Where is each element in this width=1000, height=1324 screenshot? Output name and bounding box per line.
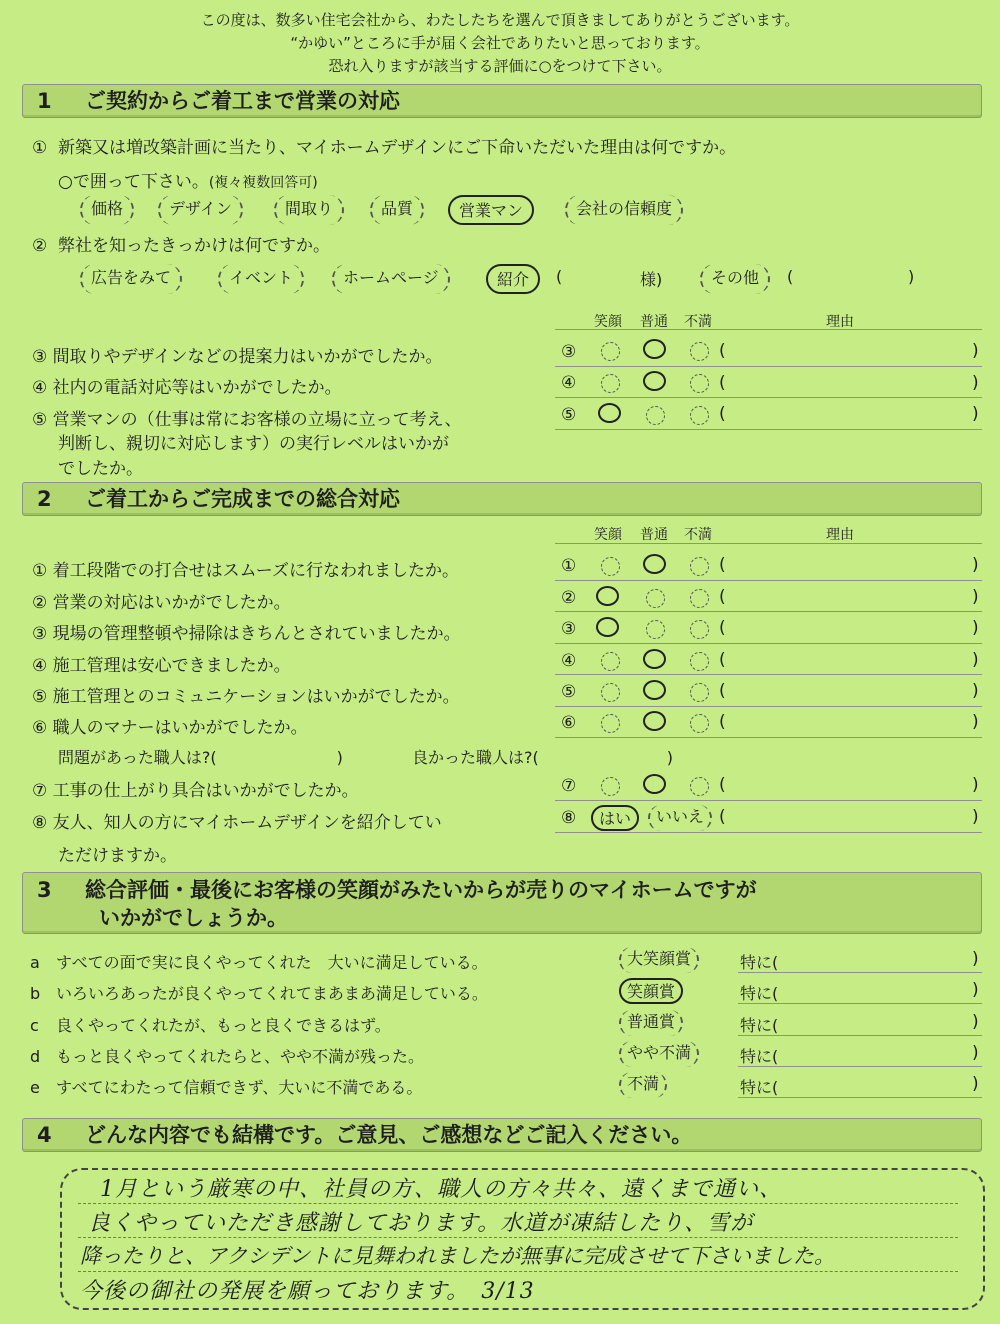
s1-header-bad: 不満 xyxy=(684,314,712,330)
s2-row5-smile[interactable] xyxy=(601,683,620,702)
source-option-referral-selected[interactable]: 紹介 xyxy=(486,264,540,294)
s2-row4-open: ( xyxy=(719,650,726,670)
s2-row2-close: ) xyxy=(972,587,979,607)
s2-row6-close: ) xyxy=(972,712,979,732)
s1-row4-reason-close: ) xyxy=(972,373,979,393)
source-option-ad[interactable]: 広告をみて xyxy=(80,264,182,294)
s1-q5: ⑤ 営業マンの（仕事は常にお客様の立場に立って考え、 xyxy=(32,410,462,430)
s2-row4-bad[interactable] xyxy=(690,652,709,671)
referral-open-paren: ( xyxy=(556,267,563,286)
s2-row5-open: ( xyxy=(719,681,726,701)
s2-row4-num: ④ xyxy=(561,651,577,671)
s3-close-d: ) xyxy=(972,1043,979,1063)
s2-q5: ⑤ 施工管理とのコミュニケーションはいかがでしたか。 xyxy=(32,687,460,707)
s3-close-c: ) xyxy=(972,1012,979,1032)
s2-row5-close: ) xyxy=(972,681,979,701)
s2-row3-close: ) xyxy=(972,618,979,638)
s2-q8-cont: ただけますか。 xyxy=(58,846,177,866)
reason-option-price[interactable]: 価格 xyxy=(80,195,134,225)
s2-row3-smile-selected[interactable] xyxy=(596,617,619,637)
reason-option-trust[interactable]: 会社の信頼度 xyxy=(565,195,683,225)
s2-row7-num: ⑦ xyxy=(561,776,577,796)
other-close-paren: ) xyxy=(908,267,915,286)
s2-row6-bad[interactable] xyxy=(690,714,709,733)
s2-row2-bad[interactable] xyxy=(690,589,709,608)
award-slight-dissatisfied[interactable]: やや不満 xyxy=(619,1041,699,1067)
s2-header-line xyxy=(555,543,982,544)
s1-row5-normal[interactable] xyxy=(646,406,665,425)
s1-row3-line xyxy=(555,366,982,367)
s2-header-normal: 普通 xyxy=(640,527,668,543)
s1-header-smile: 笑顔 xyxy=(594,314,622,330)
s3-line-b xyxy=(738,1003,982,1004)
s2-row2-normal[interactable] xyxy=(646,589,665,608)
comment-handwriting-3: 降ったりと、アクシデントに見舞われましたが無事に完成させて下さいました。 xyxy=(80,1244,835,1268)
s1-header-line xyxy=(555,329,982,330)
s2-header-bad: 不満 xyxy=(684,527,712,543)
s3-line-a xyxy=(738,972,982,973)
s3-special-d: 特に( xyxy=(740,1047,779,1066)
s2-row6-smile[interactable] xyxy=(601,714,620,733)
s2-row3-normal[interactable] xyxy=(646,620,665,639)
s2-row6-open: ( xyxy=(719,712,726,732)
s3-row-a: a すべての面で実に良くやってくれた 大いに満足している。 xyxy=(30,953,488,972)
s2-row3-line xyxy=(555,643,982,644)
s2-row6-line xyxy=(555,737,982,738)
s2-row2-line xyxy=(555,611,982,612)
source-option-other[interactable]: その他 xyxy=(700,264,770,294)
s3-line-c xyxy=(738,1035,982,1036)
section-1-header: 1 ご契約からご着工まで営業の対応 xyxy=(22,84,982,118)
s2-header-smile: 笑顔 xyxy=(594,527,622,543)
s3-row-d: d もっと良くやってくれたらと、やや不満が残った。 xyxy=(30,1047,425,1066)
s2-q4: ④ 施工管理は安心できましたか。 xyxy=(32,656,291,676)
section-3-header: 3 総合評価・最後にお客様の笑顔がみたいからが売りのマイホームですが いかがでしょうか。 xyxy=(22,872,982,934)
section-2-header: 2 ご着工からご完成までの総合対応 xyxy=(22,482,982,516)
s2-q2: ② 営業の対応はいかがでしたか。 xyxy=(32,593,291,613)
s2-q8: ⑧ 友人、知人の方にマイホームデザインを紹介してい xyxy=(32,813,442,833)
award-dissatisfied[interactable]: 不満 xyxy=(619,1072,667,1098)
s1-q1: ① 新築又は増改築計画に当たり、マイホームデザインにご下命いただいた理由は何ですか。 xyxy=(32,138,737,158)
comment-line-2 xyxy=(78,1237,958,1238)
s2-row7-normal-selected[interactable] xyxy=(643,774,666,794)
s1-row5-reason-open: ( xyxy=(719,404,726,424)
s1-row4-num: ④ xyxy=(561,373,577,393)
s1-q5-cont-1: 判断し、親切に対応します）の実行レベルはいかが xyxy=(58,434,449,454)
s2-row7-bad[interactable] xyxy=(690,777,709,796)
s2-row5-line xyxy=(555,706,982,707)
s1-row5-smile-selected[interactable] xyxy=(598,403,621,423)
other-open-paren: ( xyxy=(787,267,794,286)
s2-row5-normal-selected[interactable] xyxy=(643,680,666,700)
s3-row-e: e すべてにわたって信頼できず、大いに不満である。 xyxy=(30,1078,423,1097)
s2-header-reason: 理由 xyxy=(826,527,854,543)
s2-row7-smile[interactable] xyxy=(601,777,620,796)
s1-row4-smile[interactable] xyxy=(601,374,620,393)
s2-row1-num: ① xyxy=(561,556,577,576)
s2-row1-normal-selected[interactable] xyxy=(643,554,666,574)
s1-row4-reason-open: ( xyxy=(719,373,726,393)
s3-close-b: ) xyxy=(972,980,979,1000)
s1-row4-bad[interactable] xyxy=(690,374,709,393)
award-big-smile[interactable]: 大笑顔賞 xyxy=(619,947,699,973)
s3-special-a: 特に( xyxy=(740,953,779,972)
s2-row2-open: ( xyxy=(719,587,726,607)
s2-row7-close: ) xyxy=(972,775,979,795)
s2-row1-smile[interactable] xyxy=(601,557,620,576)
reason-option-layout[interactable]: 間取り xyxy=(274,195,344,225)
s2-row6-normal-selected[interactable] xyxy=(643,711,666,731)
s2-q1: ① 着工段階での打合せはスムーズに行なわれましたか。 xyxy=(32,561,459,581)
intro-line-3: 恐れ入りますが該当する評価に○をつけて下さい。 xyxy=(328,57,672,75)
s1-row3-smile[interactable] xyxy=(601,342,620,361)
s2-craft-bad: 問題があった職人は?( ) xyxy=(58,748,343,767)
s1-header-normal: 普通 xyxy=(640,314,668,330)
s2-row1-line xyxy=(555,580,982,581)
s1-q1-sub: ○で囲って下さい。(複々複数回答可) xyxy=(58,172,318,192)
s2-row8-close: ) xyxy=(972,807,979,827)
s2-row4-smile[interactable] xyxy=(601,652,620,671)
s2-craft-good: 良かった職人は?( ) xyxy=(412,748,673,767)
s2-row8-line xyxy=(555,832,982,833)
s1-row4-line xyxy=(555,397,982,398)
s3-line-d xyxy=(738,1066,982,1067)
comment-handwriting-2: 良くやっていただき感謝しております。水道が凍結したり、雪が xyxy=(88,1211,754,1236)
section-4-header: 4 どんな内容でも結構です。ご意見、ご感想などご記入ください。 xyxy=(22,1118,982,1152)
comment-line-3 xyxy=(78,1271,958,1272)
s3-row-c: c 良くやってくれたが、もっと良くできるはず。 xyxy=(30,1016,391,1035)
reason-option-salesperson-selected[interactable]: 営業マン xyxy=(448,195,534,225)
s2-row2-smile-selected[interactable] xyxy=(596,586,619,606)
s2-row4-line xyxy=(555,674,982,675)
reason-option-quality[interactable]: 品質 xyxy=(370,195,424,225)
s2-row3-open: ( xyxy=(719,618,726,638)
s3-close-a: ) xyxy=(972,949,979,969)
award-normal[interactable]: 普通賞 xyxy=(619,1010,683,1036)
s2-row8-yes-selected[interactable]: はい xyxy=(591,805,639,831)
source-option-homepage[interactable]: ホームページ xyxy=(332,264,450,294)
referral-sama: 様) xyxy=(640,270,663,289)
s2-row3-num: ③ xyxy=(561,619,577,639)
s2-q6: ⑥ 職人のマナーはいかがでしたか。 xyxy=(32,718,308,738)
s2-row1-close: ) xyxy=(972,555,979,575)
comment-line-1 xyxy=(78,1203,958,1204)
s2-row7-line xyxy=(555,800,982,801)
s1-row5-reason-close: ) xyxy=(972,404,979,424)
s2-row6-num: ⑥ xyxy=(561,713,577,733)
s2-row3-bad[interactable] xyxy=(690,620,709,639)
s2-row2-num: ② xyxy=(561,588,577,608)
s3-special-b: 特に( xyxy=(740,984,779,1003)
comment-handwriting-4: 今後の御社の発展を願っております。 3/13 xyxy=(80,1279,535,1304)
s3-row-b: b いろいろあったが良くやってくれてまあまあ満足している。 xyxy=(30,984,488,1003)
s2-row8-num: ⑧ xyxy=(561,808,577,828)
s2-row1-open: ( xyxy=(719,555,726,575)
s2-row8-no[interactable]: いいえ xyxy=(648,805,712,831)
s1-row3-reason-open: ( xyxy=(719,341,726,361)
s2-q7: ⑦ 工事の仕上がり具合はいかがでしたか。 xyxy=(32,781,359,801)
s1-row3-normal-selected[interactable] xyxy=(643,339,666,359)
s1-q3: ③ 間取りやデザインなどの提案力はいかがでしたか。 xyxy=(32,347,443,367)
s1-row5-bad[interactable] xyxy=(690,406,709,425)
s1-header-reason: 理由 xyxy=(826,314,854,330)
s2-q3: ③ 現場の管理整頓や掃除はきちんとされていましたか。 xyxy=(32,624,461,644)
s1-row5-num: ⑤ xyxy=(561,405,577,425)
s1-row3-bad[interactable] xyxy=(690,342,709,361)
s1-row5-line xyxy=(555,429,982,430)
s2-row7-open: ( xyxy=(719,775,726,795)
s1-row3-num: ③ xyxy=(561,342,577,362)
award-smile-selected[interactable]: 笑顔賞 xyxy=(619,978,683,1004)
s2-row8-open: ( xyxy=(719,807,726,827)
s3-line-e xyxy=(738,1097,982,1098)
reason-option-design[interactable]: デザイン xyxy=(158,195,243,225)
s1-row4-normal-selected[interactable] xyxy=(643,371,666,391)
s1-row3-reason-close: ) xyxy=(972,341,979,361)
source-option-event[interactable]: イベント xyxy=(218,264,304,294)
s1-q2: ② 弊社を知ったきっかけは何ですか。 xyxy=(32,236,330,256)
s1-q5-cont-2: でしたか。 xyxy=(58,459,143,479)
intro-line-2: “かゆい”ところに手が届く会社でありたいと思っております。 xyxy=(290,34,710,52)
s3-close-e: ) xyxy=(972,1074,979,1094)
intro-line-1: この度は、数多い住宅会社から、わたしたちを選んで頂きましてありがとうございます。 xyxy=(200,11,800,29)
s2-row5-num: ⑤ xyxy=(561,682,577,702)
comment-handwriting-1: 1月という厳寒の中、社員の方、職人の方々共々、遠くまで通い、 xyxy=(100,1177,782,1202)
s2-row1-bad[interactable] xyxy=(690,557,709,576)
s2-row4-close: ) xyxy=(972,650,979,670)
s3-special-c: 特に( xyxy=(740,1016,779,1035)
s2-row5-bad[interactable] xyxy=(690,683,709,702)
s1-q4: ④ 社内の電話対応等はいかがでしたか。 xyxy=(32,378,342,398)
s2-row4-normal-selected[interactable] xyxy=(643,649,666,669)
s3-special-e: 特に( xyxy=(740,1078,779,1097)
